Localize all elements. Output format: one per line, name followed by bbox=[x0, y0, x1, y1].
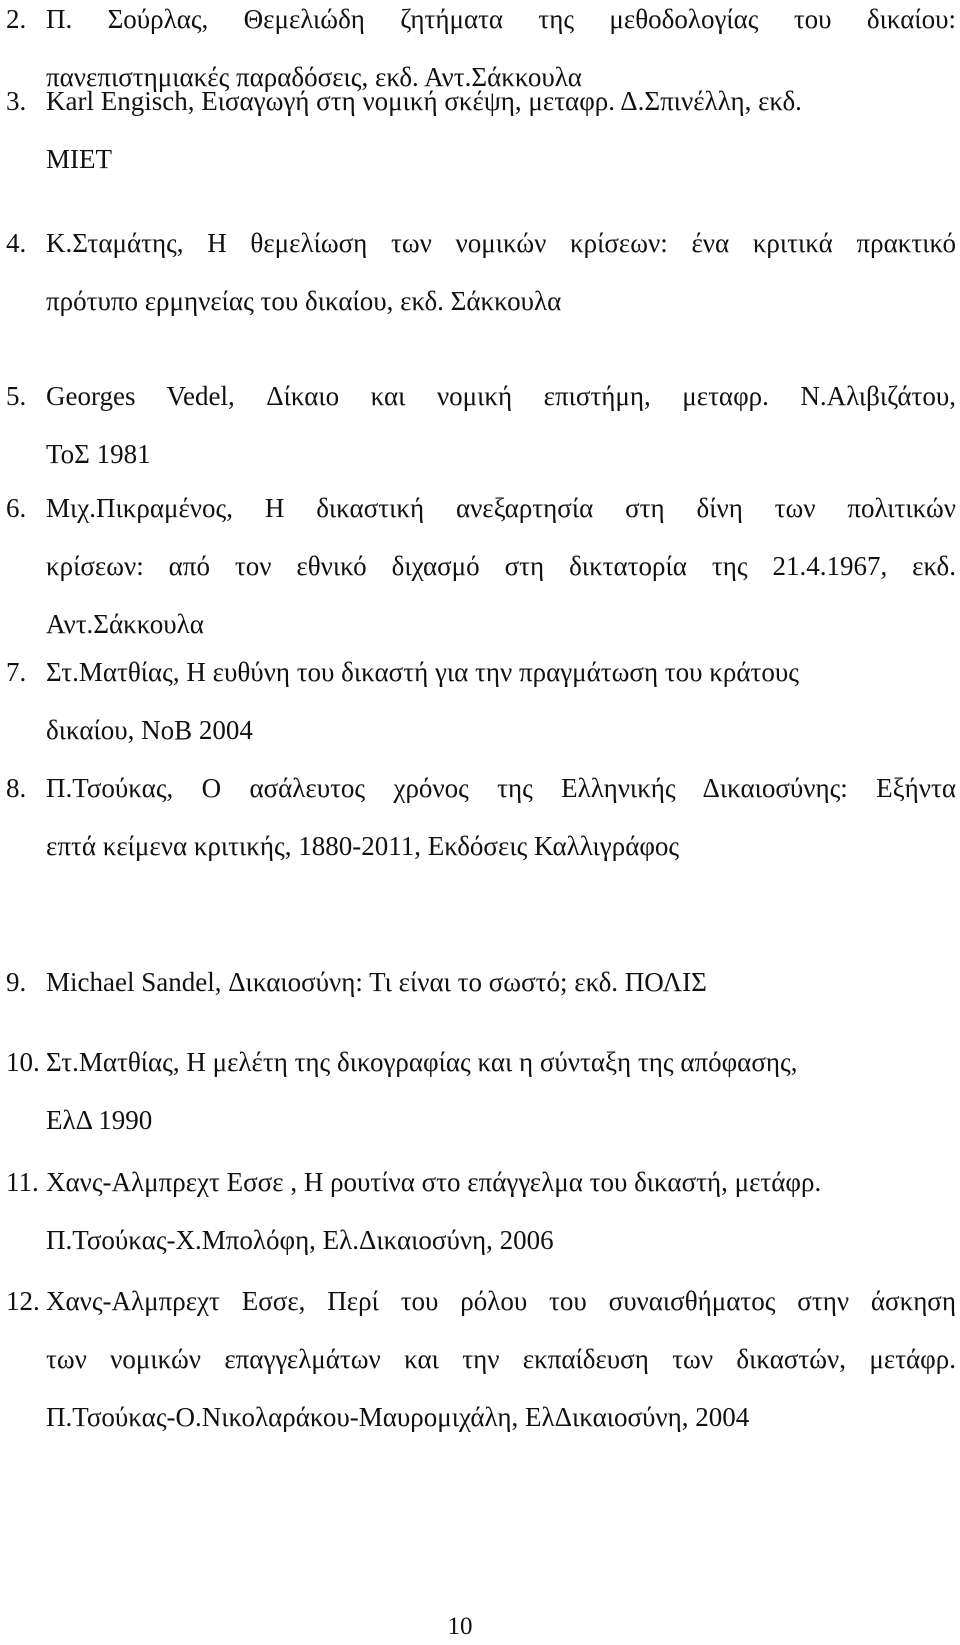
reference-number: 8. bbox=[6, 773, 27, 803]
reference-number: 11. bbox=[6, 1167, 39, 1197]
reference-line: Karl Engisch, Εισαγωγή στη νομική σκέψη, μεταφρ. Δ.Σπινέλλη, εκδ. bbox=[46, 86, 802, 116]
reference-number: 3. bbox=[6, 86, 27, 116]
reference-number: 10. bbox=[6, 1047, 40, 1077]
reference-line: Χανς-Αλμπρεχτ Εσσε, Περί του ρόλου του συναισθήματος στην άσκηση bbox=[46, 1286, 956, 1316]
reference-line: Κ.Σταμάτης, Η θεμελίωση των νομικών κρίσεων: ένα κριτικά πρακτικό bbox=[46, 228, 956, 258]
reference-number: 2. bbox=[6, 4, 27, 34]
reference-line: ΤοΣ 1981 bbox=[46, 439, 151, 469]
reference-line: πρότυπο ερμηνείας του δικαίου, εκδ. Σάκκουλα bbox=[46, 286, 562, 316]
reference-line: δικαίου, ΝοΒ 2004 bbox=[46, 715, 253, 745]
reference-line: Π.Τσούκας-Χ.Μπολόφη, Ελ.Δικαιοσύνη, 2006 bbox=[46, 1225, 554, 1255]
reference-line: Π.Τσούκας, Ο ασάλευτος χρόνος της Ελληνικής Δικαιοσύνης: Εξήντα bbox=[46, 773, 956, 803]
reference-line: επτά κείμενα κριτικής, 1880-2011, Εκδόσεις Καλλιγράφος bbox=[46, 831, 680, 861]
reference-number: 5. bbox=[6, 381, 27, 411]
reference-number: 6. bbox=[6, 493, 27, 523]
reference-line: Π.Τσούκας-Ο.Νικολαράκου-Μαυρομιχάλη, ΕλΔικαιοσύνη, 2004 bbox=[46, 1402, 750, 1432]
reference-number: 7. bbox=[6, 657, 27, 687]
page-number: 10 bbox=[447, 1613, 473, 1640]
reference-line: Georges Vedel, Δίκαιο και νομική επιστήμη, μεταφρ. Ν.Αλιβιζάτου, bbox=[46, 381, 956, 411]
reference-line: Στ.Ματθίας, Η ευθύνη του δικαστή για την πραγμάτωση του κράτους bbox=[46, 657, 799, 687]
reference-line: Στ.Ματθίας, Η μελέτη της δικογραφίας και η σύνταξη της απόφασης, bbox=[46, 1047, 798, 1077]
reference-number: 4. bbox=[6, 228, 27, 258]
reference-line: κρίσεων: από τον εθνικό διχασμό στη δικτατορία της 21.4.1967, εκδ. bbox=[46, 551, 956, 581]
reference-line: Π. Σούρλας, Θεμελιώδη ζητήματα της μεθοδολογίας του δικαίου: bbox=[46, 4, 956, 34]
reference-number: 9. bbox=[6, 967, 27, 997]
reference-line: Michael Sandel, Δικαιοσύνη: Τι είναι το σωστό; εκδ. ΠΟΛΙΣ bbox=[46, 967, 707, 997]
reference-line: Μιχ.Πικραμένος, Η δικαστική ανεξαρτησία στη δίνη των πολιτικών bbox=[46, 493, 956, 523]
reference-line: των νομικών επαγγελμάτων και την εκπαίδευση των δικαστών, μετάφρ. bbox=[46, 1344, 956, 1374]
reference-line: ΜΙΕΤ bbox=[46, 144, 112, 174]
reference-line: Χανς-Αλμπρεχτ Εσσε , Η ρουτίνα στο επάγγελμα του δικαστή, μετάφρ. bbox=[46, 1167, 822, 1197]
reference-line: Αντ.Σάκκουλα bbox=[46, 609, 204, 639]
reference-line: πανεπιστημιακές παραδόσεις, εκδ. Αντ.Σάκκουλα bbox=[46, 62, 582, 92]
reference-number: 12. bbox=[6, 1286, 40, 1316]
reference-line: ΕλΔ 1990 bbox=[46, 1105, 153, 1135]
